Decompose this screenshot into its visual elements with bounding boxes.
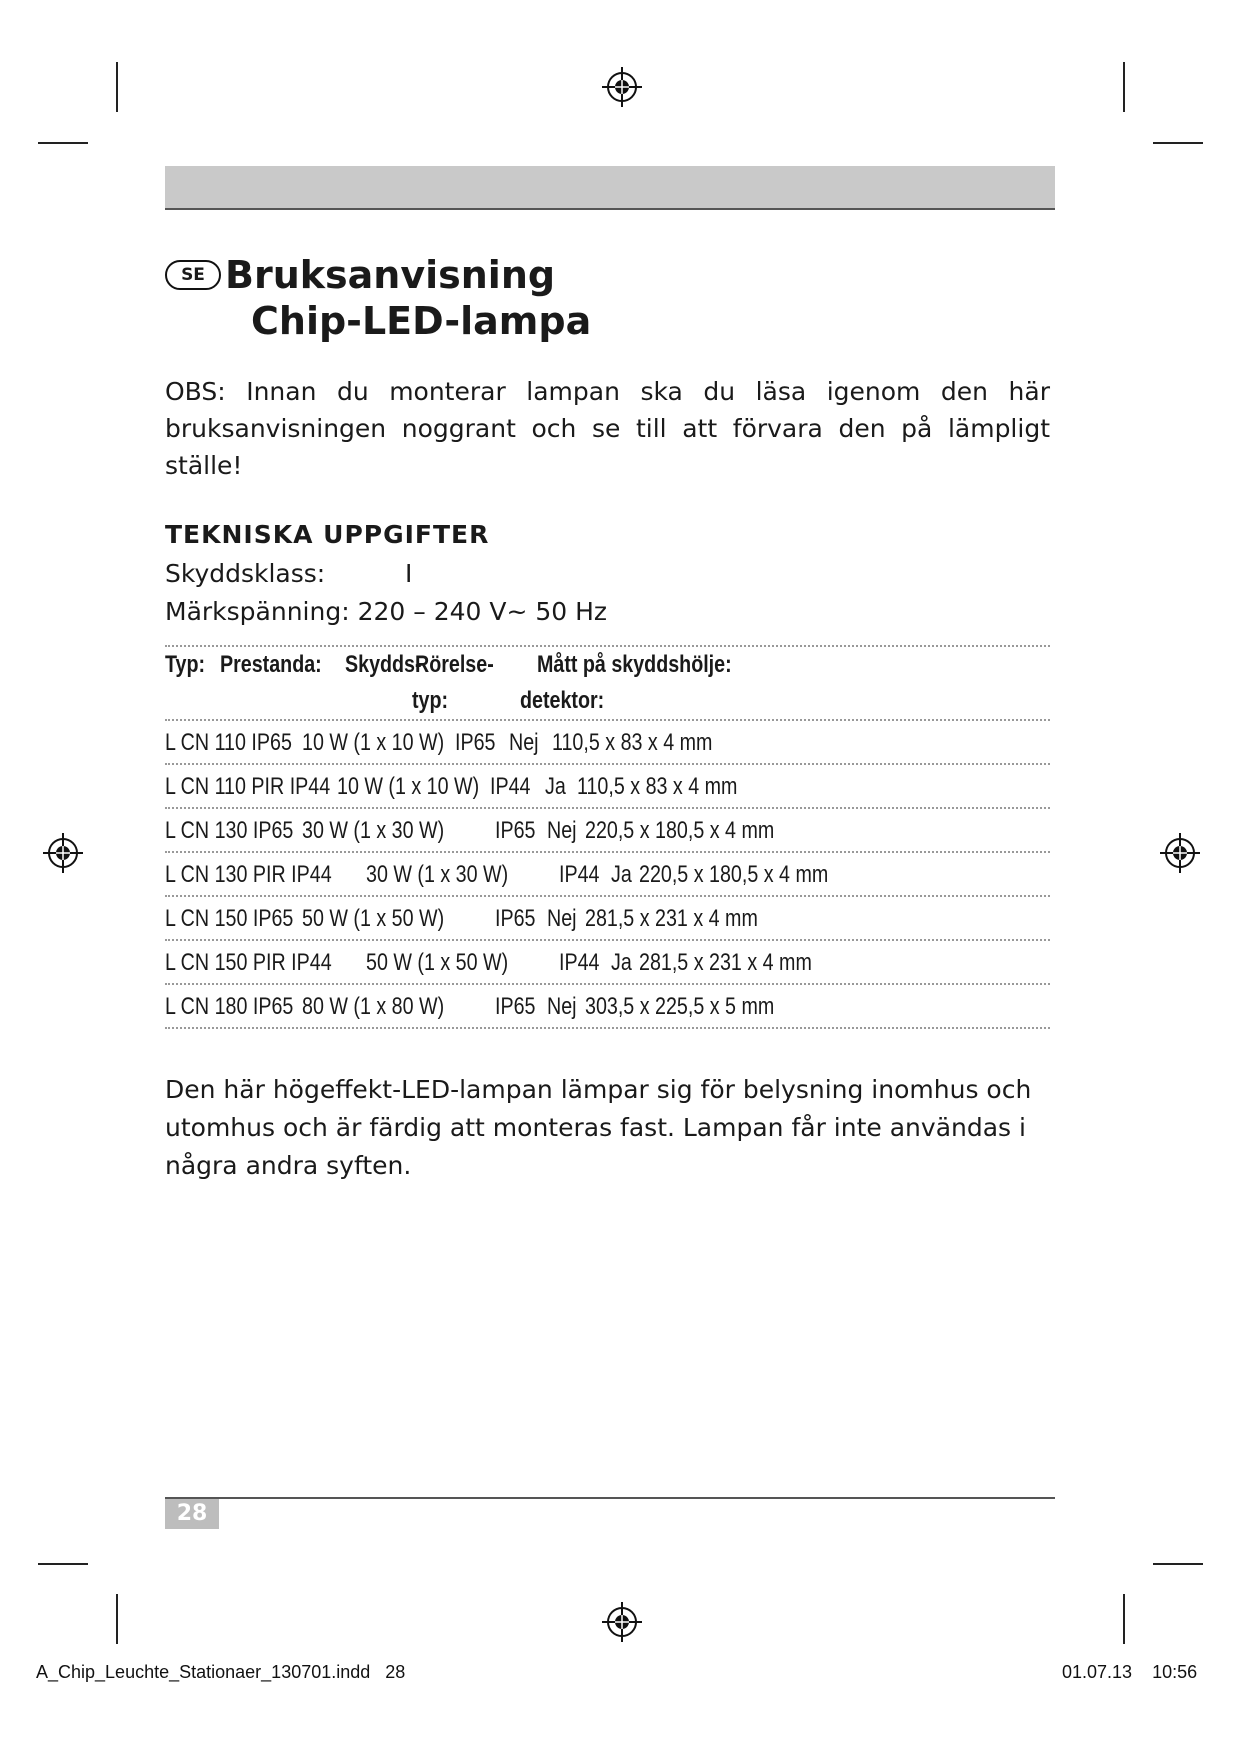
table-header [165,647,1050,719]
cell-matt: 281,5 x 231 x 4 mm [639,949,812,976]
crop-mark-top-left-h [38,142,88,144]
header-rorelse-detektor: detektor: [520,687,605,714]
table-row [165,809,1050,851]
table-row [165,897,1050,939]
cell-detektor: Nej [547,905,577,932]
cell-detektor: Ja [545,773,566,800]
header-skydds-typ: typ: [412,687,449,714]
cell-prestanda: 10 W (1 x 10 W) [302,729,445,756]
spec-label: Skyddsklass: [165,559,326,588]
cell-prestanda: 50 W (1 x 50 W) [302,905,445,932]
spec-value: 220 – 240 V~ 50 Hz [357,597,608,626]
cell-prestanda: 10 W (1 x 10 W) [337,773,480,800]
table-row [165,721,1050,763]
slug-page: 28 [385,1662,406,1682]
cell-prestanda: 80 W (1 x 80 W) [302,993,445,1020]
crop-mark-bottom-left-v [116,1594,118,1644]
crop-mark-top-right-v [1123,62,1125,112]
cell-detektor: Nej [547,993,577,1020]
print-slug-date [1062,1662,1197,1683]
cell-skydd: IP65 [495,905,536,932]
language-badge: SE [165,260,221,290]
cell-typ: L CN 180 IP65 [165,993,294,1020]
spec-rated-voltage [165,594,607,630]
specs-table [165,645,1050,1029]
cell-detektor: Ja [611,861,632,888]
table-row [165,941,1050,983]
slug-filename: A_Chip_Leuchte_Stationaer_130701.indd [36,1662,371,1682]
description-paragraph: Den här högeffekt-LED-lampan lämpar sig för belysning inomhus och utomhus och är färdig att monteras fast. Lampan får inte användas i några andra syften. [165,1075,1032,1180]
spec-value: I [405,559,413,588]
registration-mark-left-icon [43,833,83,873]
spec-protection-class [165,556,413,592]
cell-matt: 281,5 x 231 x 4 mm [585,905,758,932]
slug-time: 10:56 [1152,1662,1198,1682]
cell-detektor: Ja [611,949,632,976]
section-heading: TEKNISKA UPPGIFTER [165,520,490,549]
page-number: 28 [165,1499,219,1529]
header-prestanda: Prestanda: [220,651,322,678]
document-page [165,0,1055,1754]
registration-mark-right-icon [1160,833,1200,873]
cell-detektor: Nej [547,817,577,844]
cell-matt: 110,5 x 83 x 4 mm [577,773,738,800]
table-row [165,853,1050,895]
crop-mark-top-right-h [1153,142,1203,144]
header-typ: Typ: [165,651,206,678]
cell-typ: L CN 130 PIR IP44 [165,861,332,888]
cell-typ: L CN 110 IP65 [165,729,292,756]
page-title: Bruksanvisning [225,253,556,297]
crop-mark-top-left-v [116,62,118,112]
cell-skydd: IP65 [495,817,536,844]
cell-skydd: IP44 [490,773,531,800]
intro-paragraph: OBS: Innan du monterar lampan ska du läsa igenom den här bruksanvisningen noggrant och se till att förvara den på lämpligt ställe! [165,377,1050,480]
cell-matt: 303,5 x 225,5 x 5 mm [585,993,775,1020]
header-matt: Mått på skyddshölje: [537,651,732,678]
cell-detektor: Nej [509,729,539,756]
slug-date: 01.07.13 [1062,1662,1133,1682]
cell-prestanda: 30 W (1 x 30 W) [302,817,445,844]
cell-typ: L CN 130 IP65 [165,817,294,844]
cell-skydd: IP44 [559,949,600,976]
crop-mark-bottom-left-h [38,1563,88,1565]
cell-matt: 220,5 x 180,5 x 4 mm [639,861,829,888]
crop-mark-bottom-right-h [1153,1563,1203,1565]
table-divider [165,1027,1050,1029]
cell-skydd: IP65 [455,729,496,756]
header-skydds: Skydds- [345,651,422,678]
header-bar [165,166,1055,210]
crop-mark-bottom-right-v [1123,1594,1125,1644]
cell-skydd: IP44 [559,861,600,888]
table-row [165,985,1050,1027]
cell-typ: L CN 150 PIR IP44 [165,949,332,976]
cell-skydd: IP65 [495,993,536,1020]
footer-rule [165,1497,1055,1499]
table-row [165,765,1050,807]
header-rorelse: Rörelse- [415,651,494,678]
print-slug-file [36,1662,405,1683]
spec-label: Märkspänning: [165,597,350,626]
cell-prestanda: 30 W (1 x 30 W) [366,861,509,888]
cell-matt: 110,5 x 83 x 4 mm [552,729,713,756]
page-subtitle: Chip-LED-lampa [251,299,592,343]
cell-prestanda: 50 W (1 x 50 W) [366,949,509,976]
cell-typ: L CN 150 IP65 [165,905,294,932]
cell-matt: 220,5 x 180,5 x 4 mm [585,817,775,844]
cell-typ: L CN 110 PIR IP44 [165,773,331,800]
